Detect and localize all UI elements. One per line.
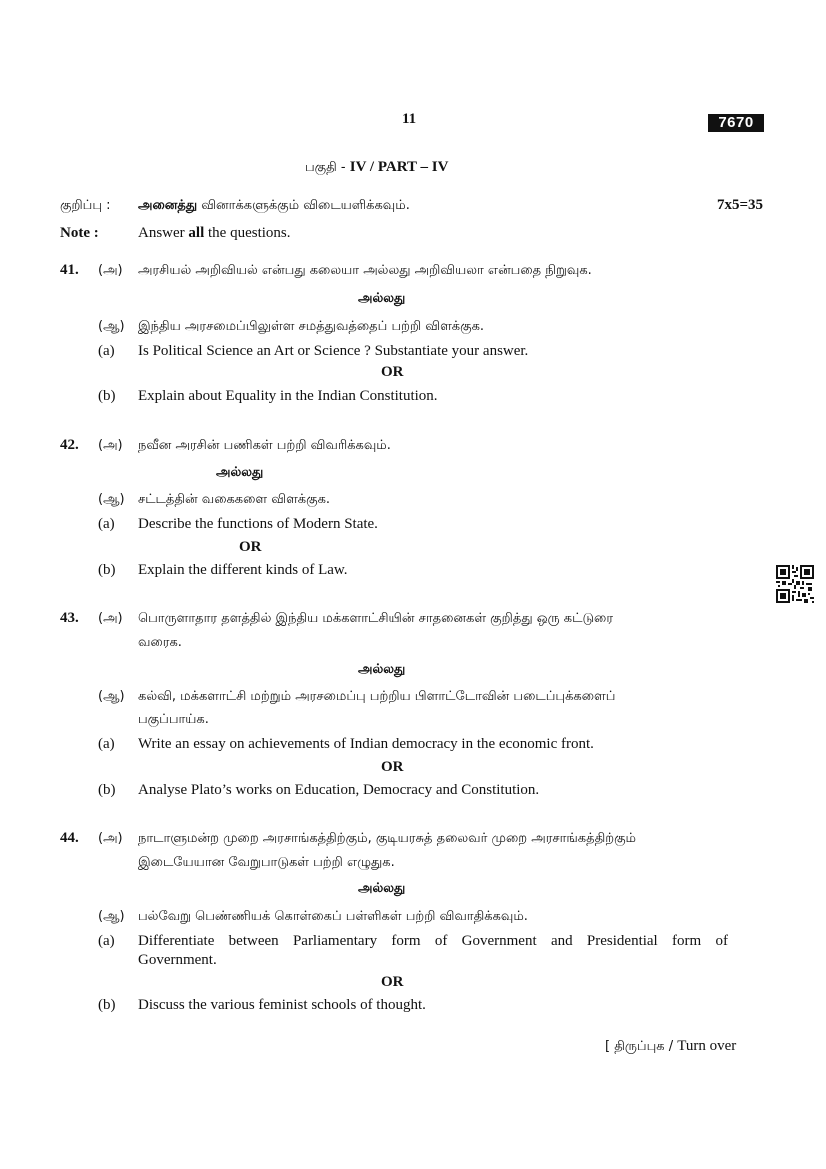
english-option-b-line: Discuss the various feminist schools of thought.: [138, 997, 426, 1013]
english-option-a-line: Describe the functions of Modern State.: [138, 516, 378, 532]
tamil-or-label: அல்லது: [358, 881, 406, 896]
tamil-a-marker: (அ): [98, 611, 123, 626]
question-number: 43.: [60, 610, 79, 626]
tamil-b-marker: (ஆ): [98, 492, 125, 507]
english-option-b-line: Explain the different kinds of Law.: [138, 562, 348, 578]
english-b-marker: (b): [98, 562, 116, 578]
tamil-option-a-line: இடையேயான வேறுபாடுகள் பற்றி எழுதுக.: [138, 855, 395, 870]
marks-allocation: 7x5=35: [717, 197, 764, 213]
english-option-b-line: Explain about Equality in the Indian Constitution.: [138, 388, 438, 404]
turn-over-note: [605, 1035, 736, 1055]
part-heading-tamil: பகுதி -: [305, 160, 350, 175]
english-option-b-line: Analyse Plato’s works on Education, Democracy and Constitution.: [138, 782, 540, 798]
english-b-marker: (b): [98, 997, 116, 1013]
tamil-option-b-line: கல்வி, மக்களாட்சி மற்றும் அரசமைப்பு பற்றிய பிளாட்டோவின் படைப்புக்களைப்: [138, 689, 616, 704]
turn-over-tamil: [ திருப்புக /: [605, 1039, 678, 1054]
instruction-tamil-label: குறிப்பு :: [60, 198, 111, 213]
tamil-or-label: அல்லது: [358, 291, 406, 306]
english-b-marker: (b): [98, 388, 116, 404]
english-a-marker: (a): [98, 933, 115, 949]
english-or-label: OR: [239, 539, 262, 555]
tamil-or-label: அல்லது: [216, 465, 264, 480]
english-a-marker: (a): [98, 343, 115, 359]
tamil-b-marker: (ஆ): [98, 319, 125, 334]
tamil-a-marker: (அ): [98, 831, 123, 846]
instruction-english-pre: Answer: [138, 225, 189, 241]
english-b-marker: (b): [98, 782, 116, 798]
tamil-option-b-line: பல்வேறு பெண்ணியக் கொள்கைப் பள்ளிகள் பற்றி விவாதிக்கவும்.: [138, 909, 528, 924]
question-number: 44.: [60, 830, 79, 846]
english-a-marker: (a): [98, 736, 115, 752]
tamil-option-b-line: இந்திய அரசமைப்பிலுள்ள சமத்துவத்தைப் பற்றி விளக்குக.: [138, 319, 485, 334]
english-or-label: OR: [381, 974, 404, 990]
english-or-label: OR: [381, 364, 404, 380]
turn-over-english: Turn over: [677, 1038, 737, 1054]
paper-code-badge: 7670: [708, 114, 764, 132]
english-option-a-line: Differentiate between Parliamentary form of Government and Presidential form of: [138, 933, 728, 949]
instruction-english-text: [138, 225, 291, 242]
english-option-a-line: Government.: [138, 952, 217, 968]
english-a-marker: (a): [98, 516, 115, 532]
tamil-a-marker: (அ): [98, 438, 123, 453]
instruction-tamil-bold: அனைத்து: [138, 198, 198, 213]
english-or-label: OR: [381, 759, 404, 775]
tamil-option-b-line: பகுப்பாய்க.: [138, 712, 209, 727]
instruction-english-label: Note :: [60, 225, 99, 241]
tamil-option-a-line: நாடாளுமன்ற முறை அரசாங்கத்திற்கும், குடியரசுத் தலைவர் முறை அரசாங்கத்திற்கும்: [138, 831, 637, 846]
instruction-english-post: the questions.: [204, 225, 291, 241]
question-number: 42.: [60, 437, 79, 453]
part-heading-english: IV / PART – IV: [349, 159, 449, 175]
tamil-option-a-line: பொருளாதார தளத்தில் இந்திய மக்களாட்சியின் சாதனைகள் குறித்து ஒரு கட்டுரை: [138, 611, 614, 626]
tamil-b-marker: (ஆ): [98, 689, 125, 704]
english-option-a-line: Write an essay on achievements of Indian democracy in the economic front.: [138, 736, 594, 752]
english-option-a-line: Is Political Science an Art or Science ? Substantiate your answer.: [138, 343, 529, 359]
tamil-option-b-line: சட்டத்தின் வகைகளை விளக்குக.: [138, 492, 331, 507]
question-number: 41.: [60, 262, 79, 278]
page-number: 11: [402, 111, 417, 127]
instruction-tamil-text: [138, 198, 410, 214]
qr-code-icon: [776, 565, 814, 603]
tamil-option-a-line: நவீன அரசின் பணிகள் பற்றி விவரிக்கவும்.: [138, 438, 391, 453]
tamil-option-a-line: அரசியல் அறிவியல் என்பது கலையா அல்லது அறிவியலா என்பதை நிறுவுக.: [138, 263, 592, 278]
tamil-a-marker: (அ): [98, 263, 123, 278]
tamil-b-marker: (ஆ): [98, 909, 125, 924]
part-heading: [305, 156, 448, 176]
instruction-english-bold: all: [188, 225, 205, 241]
tamil-option-a-line: வரைக.: [138, 635, 182, 650]
instruction-tamil-rest: வினாக்களுக்கும் விடையளிக்கவும்.: [201, 198, 410, 213]
tamil-or-label: அல்லது: [358, 662, 406, 677]
